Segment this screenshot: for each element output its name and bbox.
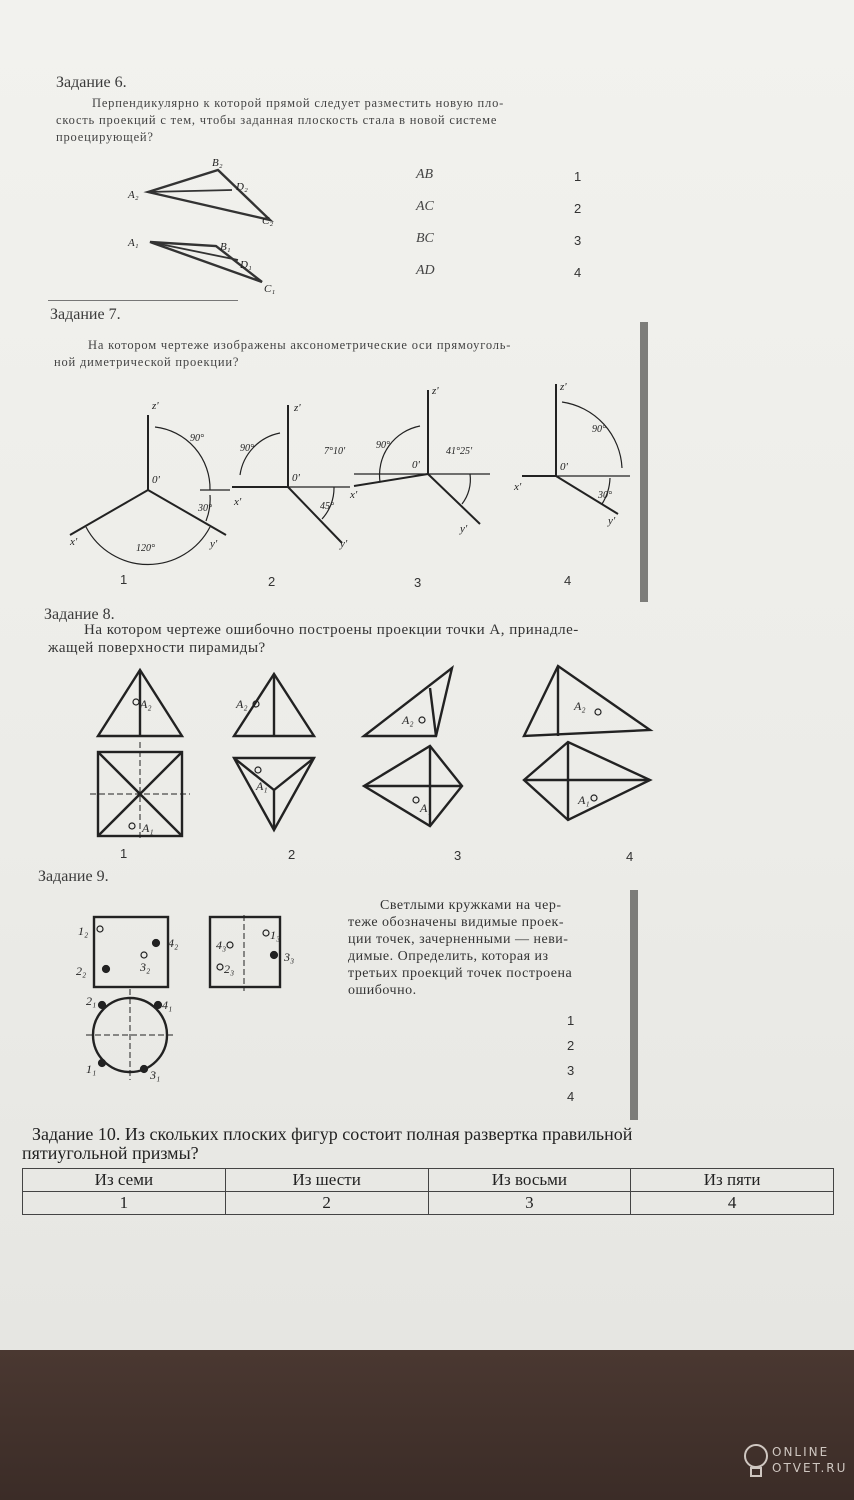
- task10-answer-table: [22, 1168, 834, 1215]
- task9-option-number[interactable]: 4: [567, 1089, 575, 1104]
- axis-label: x': [70, 536, 78, 548]
- task6-question-line: скость проекций с тем, чтобы заданная плоскость стала в новой системе: [56, 113, 498, 127]
- task8-question-line: На котором чертеже ошибочно построены проекции точки A, принадле-: [84, 622, 579, 638]
- point-label: 3₁: [150, 1068, 161, 1082]
- table-header-cell: Из семи: [23, 1169, 226, 1192]
- point-label: D₁: [240, 259, 252, 271]
- angle-label: 90°: [240, 443, 254, 454]
- watermark-line: ONLINE: [772, 1445, 830, 1459]
- axis-label: y': [340, 538, 348, 550]
- task8-option-number[interactable]: 2: [288, 847, 296, 862]
- axis-label: x': [234, 496, 242, 508]
- task8-heading: Задание 8.: [44, 606, 115, 623]
- task9-text-line: третьих проекций точек построена: [348, 966, 573, 981]
- table-row: [23, 1169, 834, 1192]
- point-label: 4₁: [162, 998, 173, 1012]
- point-label: 4₂: [168, 936, 179, 950]
- task8-option-number[interactable]: 3: [454, 848, 462, 863]
- table-header-cell: Из восьми: [428, 1169, 631, 1192]
- axis-label: z': [560, 381, 567, 393]
- point-label: A₁: [142, 821, 154, 835]
- task6-option-label: AB: [416, 167, 434, 182]
- task9-option-number[interactable]: 3: [567, 1063, 575, 1078]
- task6-figure: [120, 150, 290, 300]
- axis-label: z': [152, 400, 159, 412]
- angle-label: 30°: [198, 503, 212, 514]
- task9-text-line: теже обозначены видимые проек-: [348, 915, 565, 930]
- angle-label: 41°25': [446, 446, 473, 457]
- task6-option-number[interactable]: 3: [574, 233, 582, 248]
- task7-figure-1: [60, 395, 240, 565]
- angle-label: 120°: [136, 543, 155, 554]
- axis-label: z': [294, 402, 301, 414]
- point-label: A₁: [420, 801, 432, 815]
- point-label: B₂: [212, 157, 223, 169]
- axis-label: x': [350, 489, 358, 501]
- table-row: [23, 1192, 834, 1215]
- task7-option-number[interactable]: 2: [268, 574, 276, 589]
- angle-label: 90°: [376, 440, 390, 451]
- task9-heading: Задание 9.: [38, 868, 109, 885]
- point-label: A₂: [574, 699, 586, 713]
- task6-option-label: BC: [416, 231, 434, 246]
- point-label: 3₃: [284, 950, 295, 964]
- task6-option-label: AC: [416, 199, 434, 214]
- task9-text-line: ции точек, зачерненными — неви-: [348, 932, 569, 947]
- task6-option-number[interactable]: 1: [574, 169, 582, 184]
- task8-option-number[interactable]: 1: [120, 846, 128, 861]
- point-label: 1₃: [270, 928, 281, 942]
- point-label: A₂: [402, 713, 414, 727]
- divider: [48, 300, 238, 301]
- task7-option-number[interactable]: 3: [414, 575, 422, 590]
- task9-option-number[interactable]: 1: [567, 1013, 575, 1028]
- watermark-text: [772, 1444, 847, 1476]
- origin-label: 0': [560, 461, 568, 473]
- point-label: C₁: [264, 283, 276, 295]
- task7-figure-4: [510, 380, 640, 540]
- task9-figure: [70, 915, 320, 1080]
- angle-label: 30°: [598, 490, 612, 501]
- task9-text-line: димые. Определить, которая из: [348, 949, 549, 964]
- task7-question-line: На котором чертеже изображены аксонометрические оси прямоуголь-: [88, 338, 512, 352]
- point-label: A₁: [128, 237, 139, 249]
- table-header-cell: Из шести: [225, 1169, 428, 1192]
- point-label: 1₂: [78, 924, 89, 938]
- axis-label: x': [514, 481, 522, 493]
- task6-option-number[interactable]: 2: [574, 201, 582, 216]
- point-label: 4₃: [216, 938, 227, 952]
- point-label: 2₂: [76, 964, 87, 978]
- table-cell[interactable]: 4: [631, 1192, 834, 1215]
- point-label: A₁: [256, 779, 268, 793]
- task6-option-number[interactable]: 4: [574, 265, 582, 280]
- watermark-line: OTVET.RU: [772, 1461, 848, 1475]
- axis-label: y': [460, 523, 468, 535]
- task9-text-line: ошибочно.: [348, 983, 417, 998]
- task7-option-number[interactable]: 1: [120, 572, 128, 587]
- table-header-cell: Из пяти: [631, 1169, 834, 1192]
- background-surface: [0, 1350, 854, 1500]
- point-label: A₂: [140, 697, 152, 711]
- task6-option-label: AD: [416, 263, 435, 278]
- task7-heading: Задание 7.: [50, 306, 121, 323]
- point-label: A₂: [128, 189, 139, 201]
- scan-shadow: [640, 322, 648, 602]
- point-label: A₂: [236, 697, 248, 711]
- lightbulb-icon: [742, 1440, 770, 1484]
- point-label: 3₂: [140, 960, 151, 974]
- origin-label: 0': [412, 459, 420, 471]
- angle-label: 90°: [190, 433, 204, 444]
- task7-figure-2: [230, 395, 360, 555]
- task8-option-number[interactable]: 4: [626, 849, 634, 864]
- task6-question-line: Перпендикулярно к которой прямой следует разместить новую пло-: [92, 96, 505, 110]
- table-cell[interactable]: 1: [23, 1192, 226, 1215]
- point-label: B₁: [220, 241, 231, 253]
- point-label: C₂: [262, 215, 274, 227]
- task7-question-line: ной диметрической проекции?: [54, 355, 240, 369]
- point-label: 2₁: [86, 994, 97, 1008]
- origin-label: 0': [152, 474, 160, 486]
- task9-text-line: Светлыми кружками на чер-: [380, 898, 562, 913]
- scan-shadow: [630, 890, 638, 1120]
- axis-label: y': [608, 515, 616, 527]
- task10-question-line: Задание 10. Из скольких плоских фигур состоит полная развертка правильной: [32, 1124, 633, 1144]
- point-label: 2₃: [224, 962, 235, 976]
- origin-label: 0': [292, 472, 300, 484]
- table-cell[interactable]: 2: [225, 1192, 428, 1215]
- angle-label: 90°: [592, 424, 606, 435]
- point-label: 1₁: [86, 1062, 97, 1076]
- task7-option-number[interactable]: 4: [564, 573, 572, 588]
- task6-question-line: проецирующей?: [56, 130, 154, 144]
- task10-question-line: пятиугольной призмы?: [22, 1143, 199, 1163]
- task6-heading: Задание 6.: [56, 74, 127, 91]
- task9-option-number[interactable]: 2: [567, 1038, 575, 1053]
- triangle-front-projection: [148, 170, 270, 220]
- watermark-logo: [742, 1440, 848, 1486]
- task8-question-line: жащей поверхности пирамиды?: [48, 640, 266, 656]
- point-label: D₂: [236, 181, 248, 193]
- task8-figures: [90, 660, 670, 840]
- angle-label: 7°10': [324, 446, 346, 457]
- point-label: A₁: [578, 793, 590, 807]
- angle-label: 45°: [320, 501, 334, 512]
- table-cell[interactable]: 3: [428, 1192, 631, 1215]
- axis-label: y': [210, 538, 218, 550]
- axis-label: z': [432, 385, 439, 397]
